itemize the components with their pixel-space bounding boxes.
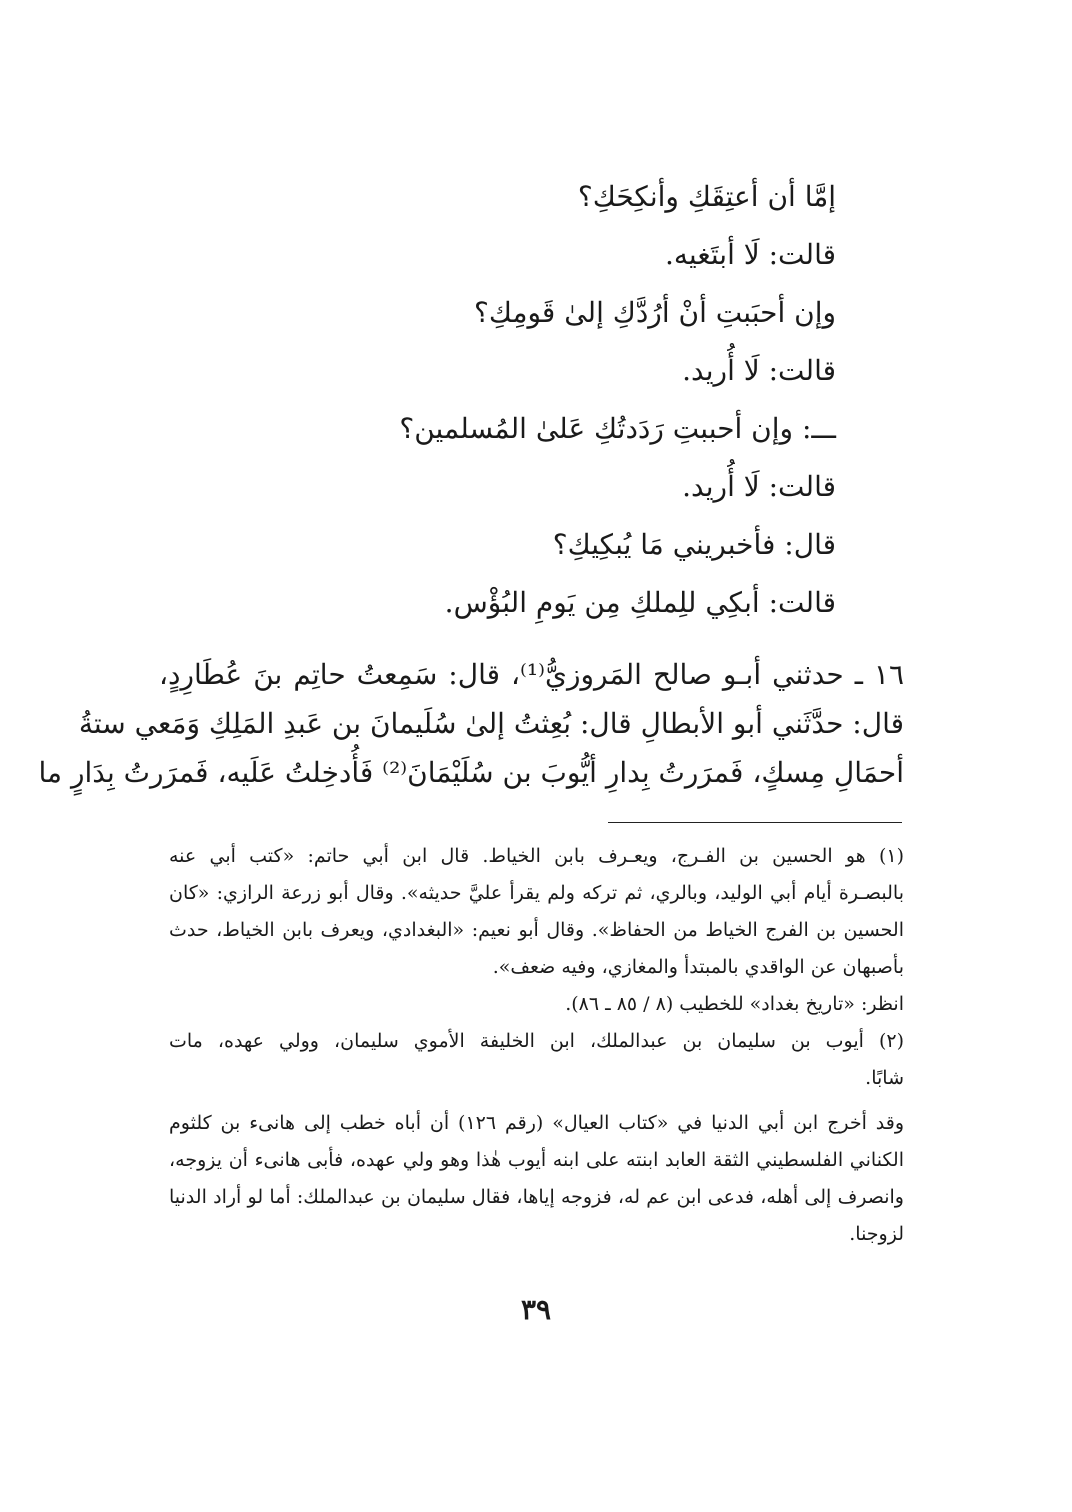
dialogue-line: قالت: لَا أبتَغيه. [664,238,836,271]
dialogue-line: قالت: أبكِي للِملكِ مِن يَومِ البُؤْس. [444,586,836,619]
footnote-line: (٢) أيوب بن سليمان بن عبدالملك، ابن الخليفة الأموي سليمان، وولي عهده، مات [169,1030,904,1052]
footnote-reference: انظر: «تاريخ بغداد» للخطيب (٨ / ٨٥ ـ ٨٦). [565,993,904,1015]
dialogue-line: قالت: لَا أُريد. [682,470,836,503]
footnote-divider [608,822,902,823]
dialogue-block [236,168,836,632]
footnote-line: (١) هو الحسين بن الفـرج، ويعـرف بابن الخياط. قال ابن أبي حاتم: «كتب أبي عنه [169,845,904,867]
footnote-line: بالبصـرة أيام أبي الوليد، وبالري، ثم تركه ولم يقرأ عليَّ حديثه». وقال أبو زرعة الرازي: «كان [169,882,904,904]
dialogue-line: ـــ: وإن أحببتِ رَدَدتُكِ عَلىٰ المُسلمين؟ [399,412,836,445]
dialogue-line: وإن أحبَبتِ أنْ أرُدَّكِ إلىٰ قَومِكِ؟ [474,296,836,329]
footnote-line: وانصرف إلى أهله، فدعى ابن عم له، فزوجه إياها، فقال سليمان بن عبدالملك: أما لو أراد الدنيا [169,1186,904,1208]
dialogue-line: قالت: لَا أُريد. [682,354,836,387]
paragraph-line: قال: حدَّثَني أبو الأبطالِ قال: بُعِثتُ إلىٰ سُلَيمانَ بن عَبدِ المَلِكِ وَمَعي ستةُ [78,707,904,740]
footnote-line: لزوجنا. [849,1223,904,1245]
paragraph-line: ١٦ ـ حدثني أبـو صالح المَروزيُّ⁽¹⁾، قال: سَمِعتُ حاتِم بنَ عُطَارِدٍ، [159,658,904,691]
page-number: ٣٩ [520,1293,552,1326]
footnote-line: الحسين بن الفرج الخياط من الحفاظ». وقال أبو نعيم: «البغدادي، ويعرف بابن الخياط، حدث [169,919,904,941]
hadith-paragraph [38,650,904,797]
dialogue-line: قال: فأخبريني مَا يُبكِيكِ؟ [552,528,836,561]
footnote-spacer [169,1097,904,1105]
paragraph-line: أحمَالِ مِسكٍ، فَمرَرتُ بِدارِ أيُّوبَ بن سُلَيْمَانَ⁽²⁾ فَأُدخِلتُ عَلَيه، فَمرَرتُ بِدَارٍ ما [38,756,904,789]
footnote-line: وقد أخرج ابن أبي الدنيا في «كتاب العيال» (رقم ١٢٦) أن أباه خطب إلى هانىء بن كلثوم [169,1112,904,1134]
footnote-line: شابًا. [865,1067,904,1089]
dialogue-line: إمَّا أن أعتِقَكِ وأنكِحَكِ؟ [577,180,836,213]
footnotes [169,838,904,1253]
footnote-line: الكناني الفلسطيني الثقة العابد ابنته على ابنه أيوب هٰذا وهو ولي عهده، فأبى هانىء أن يزوجه، [169,1149,904,1171]
footnote-line: بأصبهان عن الواقدي بالمبتدأ والمغازي، وفيه ضعف». [492,956,904,978]
